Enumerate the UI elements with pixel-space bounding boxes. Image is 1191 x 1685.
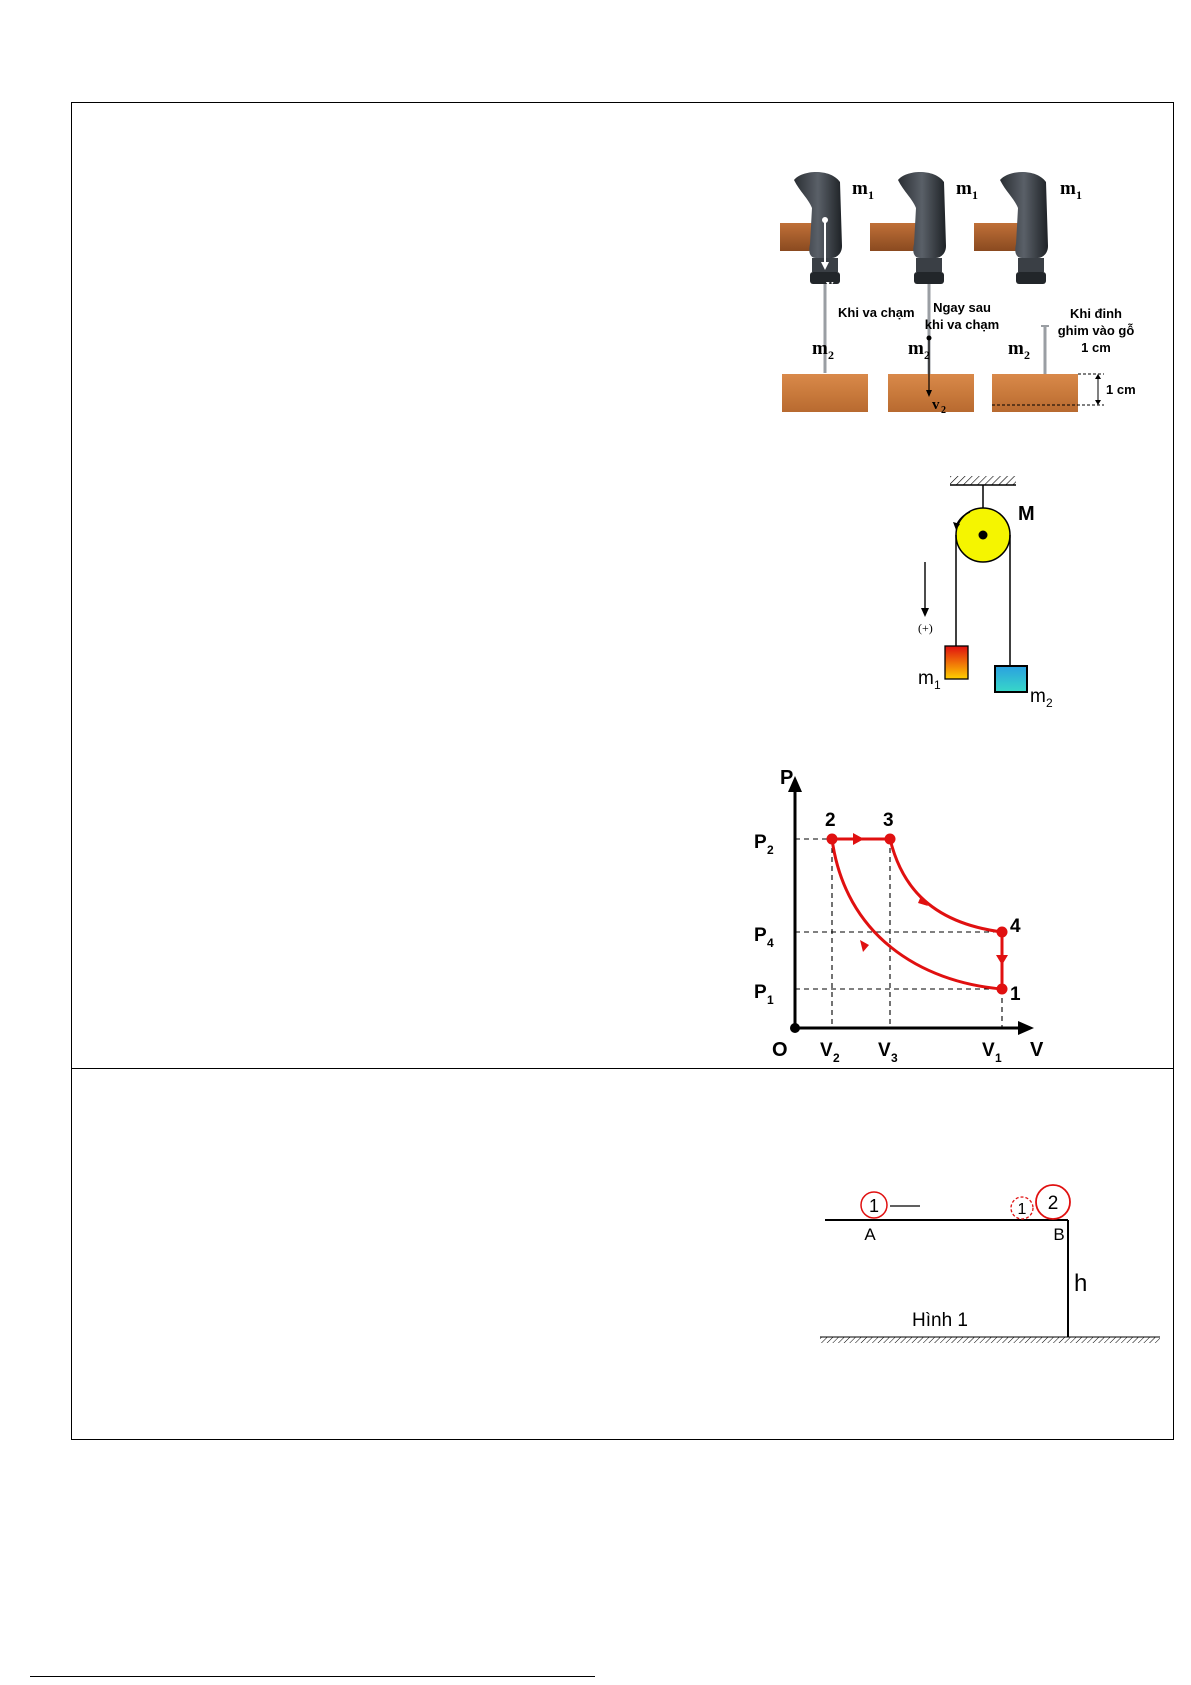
pulley-m2-label: m xyxy=(1030,686,1046,707)
V1-label: V xyxy=(982,1040,995,1061)
P2-label: P xyxy=(754,832,767,853)
caption-khi-dinh: Khi đinh xyxy=(1070,306,1122,321)
nail3-m2-label: m xyxy=(1008,338,1024,359)
svg-text:1: 1 xyxy=(934,678,941,692)
svg-text:2: 2 xyxy=(941,405,946,416)
state-1-label: 1 xyxy=(1010,984,1021,1005)
pv-cycle xyxy=(832,839,1002,989)
depth-label: 1 cm xyxy=(1106,382,1136,397)
hammer3-m1-label: m xyxy=(1060,178,1076,199)
state-4-label: 4 xyxy=(1010,916,1021,937)
V2-label: V xyxy=(820,1040,833,1061)
pulley-m1-label: m xyxy=(918,668,934,689)
positive-direction-label: (+) xyxy=(918,621,933,635)
svg-text:2: 2 xyxy=(828,348,834,362)
block-m1 xyxy=(945,646,968,679)
svg-text:4: 4 xyxy=(767,936,774,950)
P1-label: P xyxy=(754,982,767,1003)
svg-text:2: 2 xyxy=(767,843,774,857)
svg-text:1: 1 xyxy=(767,993,774,1007)
pv-diagram xyxy=(750,760,1050,1070)
svg-text:2: 2 xyxy=(924,348,930,362)
svg-text:2: 2 xyxy=(833,1051,840,1065)
axis-V-label: V xyxy=(1030,1039,1044,1061)
caption-khi-va-cham: Khi va chạm xyxy=(838,305,915,320)
svg-text:3: 3 xyxy=(891,1051,898,1065)
hammer-2 xyxy=(870,172,946,284)
figure-1 xyxy=(820,1180,1170,1360)
nail1-m2-label: m xyxy=(812,338,828,359)
point-A-label: A xyxy=(864,1225,876,1244)
hammer1-m1-label: m xyxy=(852,178,868,199)
nail2-m2-label: m xyxy=(908,338,924,359)
svg-text:1: 1 xyxy=(1076,188,1082,202)
point-B-label: B xyxy=(1053,1225,1065,1244)
V3-label: V xyxy=(878,1040,891,1061)
ball-2-label: 2 xyxy=(1047,1193,1059,1214)
origin-O-label: O xyxy=(772,1039,788,1061)
state-2-label: 2 xyxy=(825,810,836,831)
v2-label: v xyxy=(932,397,940,413)
footnote-rule xyxy=(30,1676,595,1677)
ball-1-label: 1 xyxy=(868,1196,880,1216)
block-m2 xyxy=(995,666,1027,692)
axis-P-label: P xyxy=(780,767,794,789)
caption-1cm: 1 cm xyxy=(1081,340,1111,355)
svg-text:2: 2 xyxy=(1046,696,1053,710)
pulley-figure xyxy=(900,470,1070,710)
height-h-label: h xyxy=(1074,1270,1088,1297)
svg-text:1: 1 xyxy=(868,188,874,202)
caption-khi-va-cham-2: khi va chạm xyxy=(924,317,1000,332)
hammer-nail-figure xyxy=(780,168,1160,430)
hammer-3 xyxy=(974,172,1048,284)
svg-text:1: 1 xyxy=(972,188,978,202)
caption-ghim-vao-go: ghim vào gỗ xyxy=(1057,323,1135,338)
svg-text:2: 2 xyxy=(1024,348,1030,362)
hammer-1 xyxy=(780,172,842,284)
svg-text:1: 1 xyxy=(995,1051,1002,1065)
svg-text:01: 01 xyxy=(836,286,846,297)
state-3-label: 3 xyxy=(883,810,894,831)
hammer2-m1-label: m xyxy=(956,178,972,199)
v01-label: v xyxy=(826,277,834,293)
ball-1-ghost-label: 1 xyxy=(1017,1201,1027,1218)
caption-ngay-sau: Ngay sau xyxy=(933,300,991,315)
pulley-M-label: M xyxy=(1018,503,1035,525)
P4-label: P xyxy=(754,925,767,946)
figure-1-caption: Hình 1 xyxy=(912,1310,968,1331)
